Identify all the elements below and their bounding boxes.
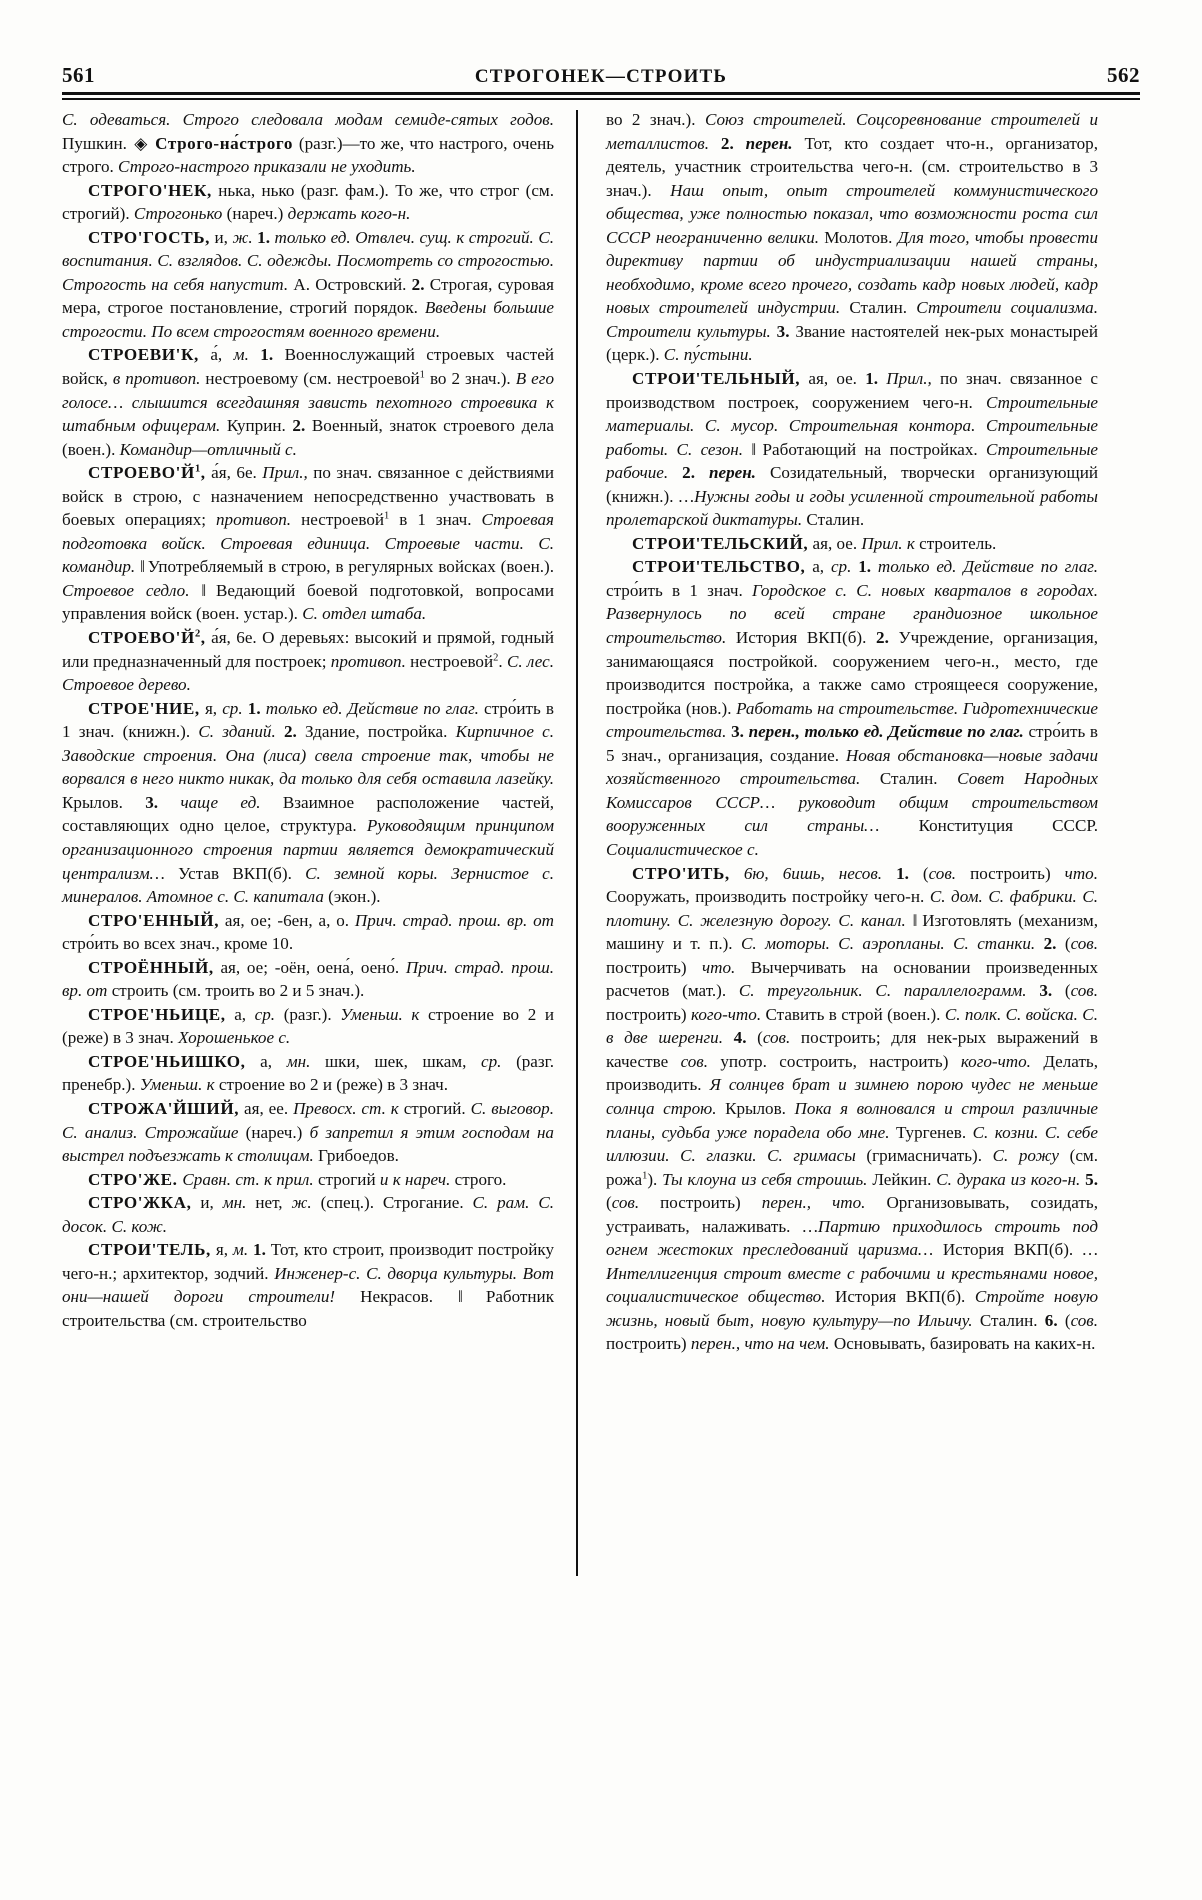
text-run-dbar: ‖ [458,1287,486,1307]
text-run-it: сов. [1070,1310,1098,1330]
text-run-it: перен., что. [761,1193,887,1213]
text-run-rom: Лейкин. [872,1169,937,1189]
text-run-it: Введены большие строгости. По всем строгостям военного времени. [62,298,554,341]
text-run-rom: Созидательный, творчески организующий (книжн.). [606,463,1099,506]
text-run-hw: СТРОИ'ТЕЛЬ, [88,1240,211,1260]
text-run-rom: Здание, постройка. [305,722,456,742]
text-run-it: ж. [232,227,258,247]
text-run-rom: по знач. связанное с действиями войск в строю, с назначением непосредственно участвовать в боевых операциях; [62,463,554,530]
text-run-dbar: ‖ [912,910,923,930]
text-run-b: 2. [283,722,306,742]
text-run-rom: стро́ить в 1 знач. (книжн.). [62,698,554,742]
text-run-rom: Вычерчивать на основании произведенных расчетов (мат.). [606,957,1099,1001]
text-run-it: мн. [222,1193,256,1213]
dictionary-entry [62,343,554,461]
text-run-rom: нестроевой [301,510,385,530]
running-head [62,52,1140,86]
text-run-rom: Работающий на постройках. [762,439,986,459]
text-run-rom: построить) [606,1334,691,1354]
dictionary-entry [62,1050,554,1097]
text-run-rom: нестроевой [410,651,494,671]
text-run-it: Прич. страд. прош. вр. от [62,957,554,1001]
text-run-rom: стро́ить во всех знач., кроме 10. [62,934,294,954]
text-run-it: Строительные рабочие. [606,439,1099,483]
text-run-rom: Крылов. [725,1098,795,1118]
text-run-it: Совет Народных Комиссаров СССР… руководит общим строительством вооруженных сил страны… [606,769,1099,836]
text-run-rom: ( [606,1193,612,1213]
text-run-rom: а, [805,557,831,577]
text-run-sup: 1 [384,510,390,522]
text-run-rom: в 1 знач. [389,510,482,530]
text-run-rom: по знач. связанное с производством построек, сооружением чего-н. [606,369,1098,412]
text-run-it: сов. [928,863,971,883]
text-run-it: Наш опыт, опыт строителей коммунистического общества, уже полностью показал, что возможности роста сил СССР неограниченно велики. [606,180,1098,247]
text-run-it: Уменьш. к [139,1075,219,1095]
rule-thin [62,98,1140,100]
text-run-bi: перен. [745,133,805,153]
text-run-it: Инженер-с. С. дворца культуры. Вот они—нашей дороги строители! [62,1263,554,1307]
text-run-hw: СТРОЕВИ'К, [88,345,199,365]
text-run-b: 4. [733,1028,758,1048]
text-run-rom: шки, шек, шкам, [325,1051,482,1071]
text-run-dbar: ‖ [751,439,763,459]
text-run-rom: Сталин. [849,298,917,318]
text-run-it: С. дурака из кого-н. [936,1169,1086,1189]
text-run-it: Пока я волновался и строил различные планы, судьба уже порадела обо мне. [606,1098,1098,1142]
text-run-rom: строение во 2 и (реже) в 3 знач. [218,1075,449,1095]
text-run-rom: (разг. пренебр.). [62,1051,554,1095]
text-run-hw: СТРОИ'ТЕЛЬНЫЙ, [632,369,801,389]
dictionary-entry [606,555,1098,861]
text-run-rom: Взаимное расположение частей, составляющих одно целое, структура. [62,792,555,836]
text-run-hw: СТРОЁННЫЙ, [88,957,214,977]
text-run-rom: ая, ее. [239,1098,294,1118]
text-run-it: …Интеллигенция строит вместе с рабочими и крестьянами новое, социалистическое общество. [606,1240,1098,1307]
text-run-it: С. треугольник. С. параллелограмм. [738,981,1040,1001]
text-run-rom: а, [225,1004,255,1024]
text-run-b: 2. [411,274,430,294]
text-run-rom: построить) [606,957,702,977]
text-run-b: 3. [731,722,749,742]
text-run-hw: СТРОЕВО'Й [88,628,195,648]
text-run-it: противоп. [215,510,302,530]
text-run-rom: Звание настоятелей нек-рых монастырей (церк.). [606,321,1099,365]
text-run-rom: строгий. [403,1098,471,1118]
text-run-it: С. козни. С. себе иллюзии. С. глазки. С. гримасы [606,1122,1098,1166]
text-run-rom: (экон.). [328,887,381,907]
text-run-sup: 1 [419,369,425,381]
text-run-rom: Тот, кто создает что-н., организатор, деятель, участник строительства чего-н. (см. строительство в 3 знач.). [606,133,1098,200]
folio-left: 561 [62,63,95,87]
text-run-rom: Сталин. [879,769,958,789]
text-run-rom: ая, ое; -6ен, а, о. [219,910,355,930]
text-run-rom: Сталин. [979,1310,1045,1330]
text-run-it: кого-что. [960,1051,1044,1071]
text-run-rom: строгий [317,1169,380,1189]
dictionary-entry [62,697,554,909]
text-run-it: Прич. страд. прош. вр. от [354,910,554,930]
text-run-rom: построить) [660,1193,762,1213]
text-run-bi: перен. [708,463,770,483]
text-run-b: 2. [720,133,746,153]
text-run-it: Превосх. ст. к [293,1098,404,1118]
text-run-rom: Организовывать, созидать, устраивать, налаживать. [606,1193,1098,1236]
text-run-rom: строго. [454,1169,507,1189]
text-run-rom: нет, [255,1193,292,1213]
text-run-it: Новая обстановка—новые задачи хозяйственного строительства. [606,745,1098,789]
text-run-rom: Строгая, суровая мера, строгое постановление, строгий порядок. [62,274,555,318]
text-run-rom: а, [245,1051,287,1071]
text-run-it: С. пу́стыни. [663,345,753,365]
text-run-rom: а́, [198,345,234,365]
text-run-it: только ед. Действие по глаг. [265,698,485,718]
text-run-rom: ). [647,1169,663,1189]
text-run-rom: нестроевому (см. нестроевой [205,369,420,389]
text-run-hw: СТРО'ИТЬ, [632,863,730,883]
text-run-dbar: ‖ [201,580,216,600]
dictionary-entry [62,179,554,226]
text-run-it: ср. [481,1051,517,1071]
text-run-it: Прил., [886,369,940,389]
dictionary-entry [62,226,554,344]
text-run-rom: ая, ое. [800,369,866,389]
text-run-hw: СТРОЕ'НИЕ, [88,698,200,718]
text-run-hw: Строго-на́строго [149,133,299,153]
text-run-it: и к нареч. [379,1169,455,1189]
text-run-sup-hw: 2 [194,628,201,640]
text-run-it: ср. [222,698,248,718]
text-run-rom: и, [191,1193,223,1213]
text-run-rom: Изготовлять (механизм, машину и т. п.). [606,910,1098,954]
dictionary-entry [606,532,1098,556]
text-run-rom: (нареч.) [245,1122,310,1142]
text-run-it: Союз строителей. Соцсоревнование строителей и металлистов. [606,110,1098,153]
text-run-b: 2. [876,628,899,648]
text-run-rom: (спец.). Строгание. [320,1193,473,1213]
text-run-b: 1. [858,557,878,577]
text-run-it: перен., что на чем. [690,1334,834,1354]
text-run-b: 3. [1039,981,1065,1001]
text-run-rom: (разг.)—то же, что настрого, очень строго. [62,133,555,177]
text-run-rom: Конституция СССР. [918,816,1098,836]
header-rule [62,92,1140,100]
text-run-b: 1. [257,227,275,247]
text-run-it: ср. [830,557,859,577]
text-run-hw: СТРОЕ'НЬИЦЕ, [88,1004,226,1024]
entry-continuation [606,108,1098,367]
text-run-rom: ( [922,863,929,883]
text-run-sup-hw: 1 [194,463,201,475]
dictionary-entry [62,909,554,956]
text-run-it: С. одеваться. Строго следовала модам семиде- [62,110,451,129]
text-run-it: Прил., [262,463,314,483]
text-run-it: Строевое седло. [62,580,202,600]
text-run-rom: ( [757,1028,763,1048]
text-run-hw: СТРО'ЖЕ. [88,1169,183,1189]
dictionary-entry [62,956,554,1003]
text-run-rom: (гримасничать). [866,1146,993,1166]
text-run-hw: , [200,628,206,648]
text-run-it: б запретил я этим господам на выстрел подъезжать к столицам. [62,1122,554,1166]
column-left [62,108,576,1838]
text-run-rom: построить; для нек-рых выражений в качестве [606,1028,1098,1071]
text-run-it: Кирпичное с. Заводские строения. Она (лиса) свела строение так, чтобы не ворвался в него никто никак, да только для себя оставила лазейку. [62,722,554,789]
text-run-hw: СТРОИ'ТЕЛЬСКИЙ, [632,533,809,553]
text-run-it: Хорошенькое с. [178,1028,291,1048]
text-run-b: 2. [682,463,709,483]
text-run-rom: Грибоедов. [318,1146,399,1166]
text-run-it: Уменьш. к [340,1004,428,1024]
text-run-it: Прил. к [861,533,920,553]
text-run-sup: 2 [493,651,499,663]
text-run-hw: СТРОИ'ТЕЛЬСТВО, [632,557,806,577]
text-run-sup: 1 [642,1169,648,1181]
text-run-rom: Ведающий боевой подготовкой, вопросами управления войск (воен. устар.). [62,580,554,624]
dictionary-entry [62,1097,554,1168]
text-run-it: С. полк. С. войска. С. в две шеренги. [606,1004,1098,1048]
dictionary-entry [62,1191,554,1238]
text-run-it: Строительные материалы. С. мусор. Строительная контора. Строительные работы. С. сезон. [606,392,1098,459]
text-run-it: сов. [1070,981,1098,1001]
text-run-b: 3. [145,792,181,812]
text-run-it: ж. [291,1193,321,1213]
text-run-rom: Употребляемый в строю, в регулярных войсках (воен.). [147,557,555,577]
text-run-rom: История ВКП(б). [835,1287,975,1307]
text-run-lozenge: ◈ [134,133,148,153]
text-run-rom: Некрасов. [360,1287,458,1307]
text-run-it: С. лес. Строевое дерево. [62,651,554,695]
text-run-rom: Пушкин. [62,133,133,153]
text-run-rom: Сталин. [806,510,865,530]
text-run-rom: строитель. [919,533,997,553]
dictionary-entry [62,1003,554,1050]
text-run-it: …Нужны годы и годы усиленной строительной работы пролетарской диктатуры. [606,486,1099,530]
text-run-it: что. [1064,863,1098,883]
text-run-it: Стройте новую жизнь, новый быт, новую культуру—по Ильичу. [606,1287,1098,1330]
text-run-hw: СТРОЖА'ЙШИЙ, [88,1098,240,1118]
dictionary-entry [62,626,554,697]
text-run-rom: стро́ить в 1 знач. [606,580,753,600]
text-run-rom: во 2 знач.). [606,110,705,129]
text-run-rom: во 2 знач.). [424,369,516,389]
text-run-it: В его голосе… слышится всегдашняя зависть пехотного строевика к штабным офицерам. [62,369,554,436]
text-run-it: мн. [286,1051,325,1071]
text-run-rom: Крылов. [62,792,146,812]
text-run-rom: Устав ВКП(б). [178,863,306,883]
text-run-it: сов. [1070,934,1098,954]
text-run-rom: Основывать, базировать на каких-н. [833,1334,1096,1354]
text-run-rom: Куприн. [226,416,293,436]
text-run-hw: , [200,463,206,483]
text-run-hw: СТРОГО'НЕК, [88,180,212,200]
entry-continuation [62,108,554,179]
dictionary-entry [606,862,1098,1356]
text-run-rom: я, [210,1240,233,1260]
text-run-rom: построить) [970,863,1065,883]
column-right [578,108,1098,1838]
text-run-it: что. [701,957,751,977]
text-run-it: Строго-настрого приказали не уходить. [118,157,416,177]
text-run-it: ср. [254,1004,284,1024]
text-run-it: С. выговор. С. анализ. Строжайше [62,1098,554,1142]
text-run-it: только ед. Отвлеч. сущ. к строгий. С. воспитания. С. взглядов. С. одежды. Посмотреть со строгостью. Строгость на себя напустит. [62,227,555,294]
text-run-rom: употр. состроить, настроить) [720,1051,961,1071]
text-run-b: 1. [896,863,923,883]
text-run-hw: СТРОЕ'НЬИШКО, [88,1051,246,1071]
text-run-rom: нька, нько (разг. фам.). То же, что строг (см. строгий). [62,180,554,224]
text-run-rom: и, [210,227,233,247]
text-run-it: С. земной коры. Зернистое с. минералов. Атомное с. С. капитала [62,863,555,907]
text-run-rom: Сооружать, производить постройку чего-н. [606,887,930,907]
text-run-it: Командир—отличный с. [119,439,297,459]
text-run-it: Городское с. С. новых кварталов в городах. Развернулось по всей стране грандиозное школьное строительство. [606,580,1098,648]
text-run-b: 2. [292,416,312,436]
text-run-b: 3. [776,321,796,341]
text-run-it: сов. [611,1193,661,1213]
text-run-rom: Военнослужащий строевых частей войск, [62,345,554,389]
text-run-rom: ( [1064,934,1071,954]
text-run-hw: СТРО'ЕННЫЙ, [88,910,220,930]
text-run-rom: История ВКП(б). [942,1240,1083,1260]
text-run-b: 1. [247,698,266,718]
text-run-hw: СТРОЕВО'Й [88,463,195,483]
text-run-it: Для того, чтобы провести директиву партии об индустриализации нашей страны, необходимо, кроме всего прочего, создать кадр новых людей, кадр новых строителей индустрии. [606,227,1098,318]
column-container [62,108,1140,1838]
text-run-it: чаще ед. [180,792,283,812]
text-run-dbar: ‖ [140,557,148,577]
text-run-rom: Военный, знаток строевого дела (воен.). [62,416,554,459]
text-run-rom: построить) [606,1004,691,1024]
text-run-rom: стро́ить в 5 знач., организация, создание. [606,722,1099,765]
text-run-it: сов. [762,1028,801,1048]
text-run-it: …Партию приходилось строить под огнем жестоких преследований царизма… [606,1216,1098,1260]
text-run-b: 5. [1085,1169,1098,1189]
text-run-rom: а́я, 6е. [205,463,263,483]
text-run-it: С. рам. С. досок. С. кож. [62,1193,555,1236]
text-run-hw: СТРО'ГОСТЬ, [88,227,211,247]
text-run-it: только ед. Действие по глаг. [877,557,1098,577]
text-run-it: Строители социализма. Строители культуры. [606,298,1099,341]
text-run-it: Работать на строительстве. Гидротехнические строительства. [606,698,1098,742]
text-run-b: 1. [260,345,285,365]
text-run-b: 1. [253,1240,271,1260]
text-run-rom: История ВКП(б). [735,628,877,648]
dictionary-entry [62,1238,554,1332]
text-run-rom: (нареч.) [226,204,288,224]
text-run-b: 6. [1044,1310,1065,1330]
text-run-it: кого-что. [690,1004,766,1024]
text-run-it: Социалистическое с. [606,839,759,859]
text-run-it: С. рожу [992,1146,1070,1166]
text-run-rom: ая, ое. [808,533,862,553]
text-run-rom: ( [1064,981,1071,1001]
text-run-rom: ( [1064,1310,1071,1330]
text-run-it: Сравн. ст. к прил. [182,1169,318,1189]
text-run-it: Ты клоуна из себя строишь. [662,1169,873,1189]
text-run-rom: Ставить в строй (воен.). [765,1004,945,1024]
text-run-rom: строить (см. троить во 2 и 5 знач.). [111,981,365,1001]
text-run-rom: (разг.). [283,1004,341,1024]
text-run-b: 1. [865,369,887,389]
text-run-rom: ая, ое; -оён, оена́, оено́. [213,957,406,977]
text-run-rom: Тот, кто строит, производит постройку чего-н.; архитектор, зодчий. [62,1240,554,1283]
text-run-it: С. отдел штаба. [302,604,427,624]
text-run-it: сятых годов. [450,110,554,129]
text-run-rom: а́я, 6е. О деревьях: высокий и прямой, годный или предназначенный для построек; [62,628,554,671]
text-run-it: м. [232,1240,254,1260]
text-run-rom: я, [199,698,223,718]
text-run-it: 6ю, 6ишь, несов. [729,863,897,883]
text-run-rom: А. Островский. [293,274,412,294]
text-run-it: противоп. [330,651,411,671]
text-run-rom: Тургенев. [895,1122,973,1142]
text-run-rom: строение во 2 и (реже) в 3 знач. [62,1004,554,1048]
text-run-it: С. моторы. С. аэропланы. С. станки. [741,934,1044,954]
folio-right: 562 [1107,63,1140,87]
text-run-it: в противоп. [112,369,206,389]
text-run-rom: Работник строительства (см. строительство [62,1287,554,1330]
text-run-rom: Делать, производить. [606,1051,1098,1095]
dictionary-entry [62,1168,554,1192]
text-run-it: держать кого-н. [287,204,411,224]
text-run-hw: СТРО'ЖКА, [88,1193,192,1213]
text-run-it: С. дом. С. фабрики. С. плотину. С. железную дорогу. С. канал. [606,887,1098,930]
text-run-it: С. зданий. [198,722,284,742]
text-run-it: Строгонько [133,204,227,224]
dictionary-entry [606,367,1098,532]
text-run-it: Я солнцев брат и зимнею порою чудес не меньше солнца строю. [606,1075,1098,1118]
text-run-rom: Молотов. [824,227,898,247]
text-run-it: Строевая подготовка войск. Строевая единица. Строевые части. С. командир. [62,510,554,577]
text-run-it: сов. [680,1051,721,1071]
dictionary-entry [62,461,554,626]
text-run-b: 2. [1043,934,1065,954]
text-run-it: м. [233,345,261,365]
text-run-rom: . [498,651,507,671]
text-run-bi: перен., только ед. Действие по глаг. [748,722,1029,742]
page-title: СТРОГОНЕК—СТРОИТЬ [474,65,728,88]
text-run-rom: (см. рожа [606,1146,1098,1189]
text-run-rom: Учреждение, организация, занимающаяся постройкой. сооружением чего-н., место, где производится постройка, а также само строящееся сооружение, постройка (нов.). [606,628,1098,718]
text-run-it: Руководящим принципом организационного строения партии является демократический централизм… [62,816,554,883]
